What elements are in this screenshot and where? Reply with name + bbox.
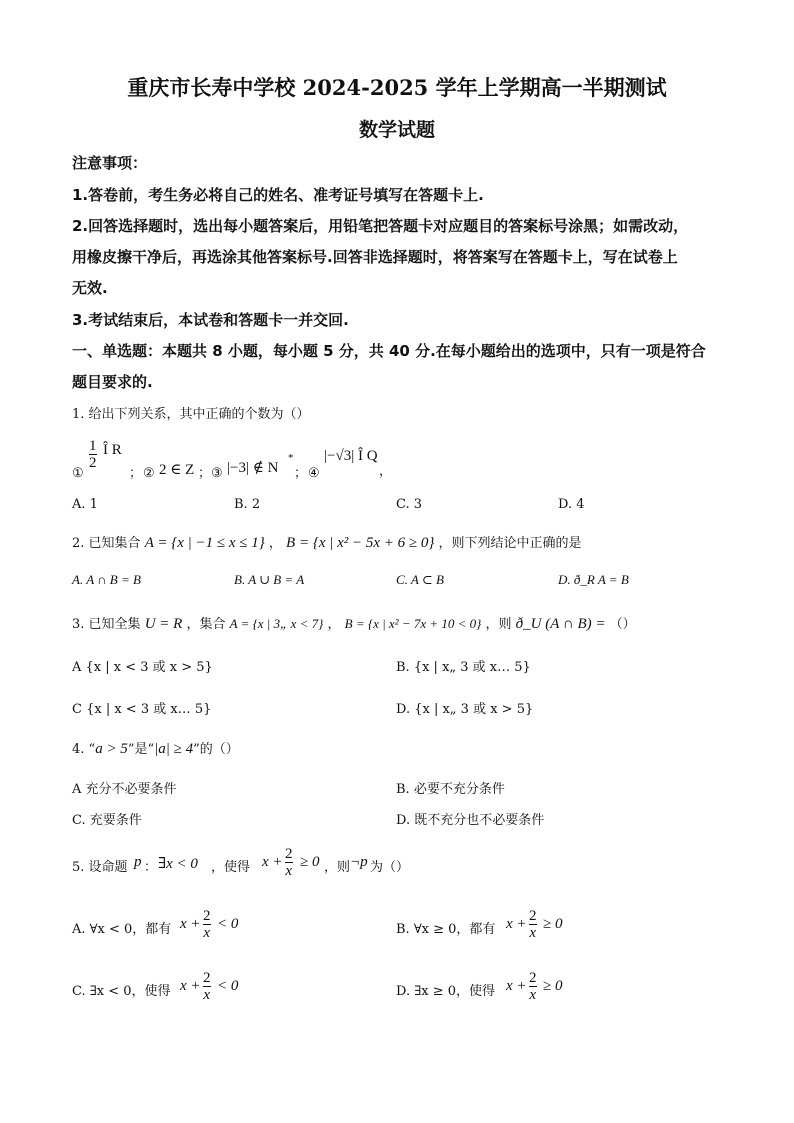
- fraction-one-half: [89, 438, 97, 471]
- set-a-definition: A = {x | 3„ x < 7}: [229, 616, 324, 631]
- question-4-option-c[interactable]: C. 充要条件: [72, 813, 142, 828]
- fraction-denominator: x: [203, 925, 211, 941]
- notice-item-2-line-2: 用橡皮擦干净后，再选涂其他答案标号.回答非选择题时，将答案写在答题卡上，写在试卷上: [72, 248, 678, 266]
- question-3-option-d[interactable]: D. {x | x„ 3 或 x > 5}: [396, 702, 534, 717]
- question-2-stem: [72, 532, 582, 552]
- separator: ；: [294, 466, 308, 481]
- circled-1: ①: [72, 466, 84, 481]
- superscript-star: *: [288, 452, 294, 464]
- fraction-numerator: 2: [529, 908, 537, 924]
- set-b-definition: B = {x | x² − 7x + 10 < 0}: [344, 616, 482, 631]
- stem-text: ”是“: [127, 742, 155, 757]
- question-1-option-c[interactable]: C. 3: [396, 497, 423, 512]
- question-3-option-a[interactable]: A {x | x < 3 或 x > 5}: [72, 660, 213, 675]
- negation-p: ¬p: [350, 854, 368, 870]
- stem-text: 3. 已知全集: [72, 617, 141, 632]
- relation-2: 2 ∈ Z: [159, 462, 195, 478]
- expression: x +: [506, 916, 527, 932]
- fraction-numerator: 1: [89, 438, 97, 454]
- fraction-denominator: 2: [89, 455, 97, 471]
- relation-3: |−3| ∉ N: [227, 460, 279, 476]
- fraction-two-over-x: [529, 908, 537, 941]
- set-a-definition: A = {x | −1 ≤ x ≤ 1}: [144, 535, 265, 551]
- separator: ，: [268, 536, 282, 551]
- condition-2: |a| ≥ 4: [154, 741, 194, 757]
- relation: < 0: [217, 978, 239, 994]
- separator: ，: [327, 617, 341, 632]
- stem-text: ，使得: [211, 860, 251, 875]
- option-prefix: A. ∀x < 0，都有: [72, 922, 172, 937]
- question-5-option-b[interactable]: [396, 908, 696, 948]
- fraction-denominator: x: [529, 925, 537, 941]
- expression: x +: [180, 978, 201, 994]
- question-2-option-c[interactable]: C. A ⊂ B: [396, 572, 444, 587]
- question-4-option-a[interactable]: A 充分不必要条件: [72, 782, 177, 797]
- stem-text: （）: [609, 617, 636, 632]
- stem-text: ，则: [324, 860, 351, 875]
- question-1-stem: 1. 给出下列关系，其中正确的个数为（）: [72, 407, 310, 422]
- relation-4: |−√3| Î Q: [324, 448, 378, 464]
- question-3-stem: [72, 613, 636, 633]
- notice-item-2-line-3: 无效.: [72, 279, 108, 297]
- fraction-denominator: x: [529, 987, 537, 1003]
- question-4-option-b[interactable]: B. 必要不充分条件: [396, 782, 505, 797]
- question-2-option-a[interactable]: A. A ∩ B = B: [72, 572, 141, 587]
- notice-heading: 注意事项：: [72, 154, 148, 172]
- universal-set: U = R: [144, 616, 183, 632]
- question-1-option-a[interactable]: A. 1: [72, 497, 98, 512]
- question-3-option-b[interactable]: B. {x | x„ 3 或 x… 5}: [396, 660, 531, 675]
- stem-text: ：: [144, 860, 158, 875]
- stem-text: 2. 已知集合: [72, 536, 141, 551]
- relation-1: Î R: [103, 442, 122, 458]
- fraction-two-over-x: [285, 846, 293, 879]
- separator: ，: [379, 464, 393, 479]
- question-1-option-d[interactable]: D. 4: [558, 497, 585, 512]
- stem-text: 5. 设命题: [72, 860, 128, 875]
- relation: ≥ 0: [543, 916, 563, 932]
- expression: x +: [180, 916, 201, 932]
- fraction-two-over-x: [529, 970, 537, 1003]
- separator: ；: [129, 466, 143, 481]
- fraction-two-over-x: [203, 970, 211, 1003]
- question-5-option-a[interactable]: [72, 908, 372, 948]
- expression: x +: [262, 854, 283, 870]
- question-5-option-d[interactable]: [396, 970, 696, 1010]
- circled-2: ②: [143, 466, 155, 481]
- exam-subtitle: 数学试题: [358, 119, 435, 141]
- circled-4: ④: [308, 466, 320, 481]
- stem-text: 为（）: [370, 860, 410, 875]
- circled-3: ③: [211, 466, 223, 481]
- option-prefix: C. ∃x < 0，使得: [72, 984, 171, 999]
- complement-expression: ð_U (A ∩ B) =: [515, 616, 606, 632]
- question-3-option-c[interactable]: C {x | x < 3 或 x… 5}: [72, 702, 212, 717]
- section-heading-line-2: 题目要求的.: [72, 373, 153, 391]
- option-prefix: B. ∀x ≥ 0，都有: [396, 922, 496, 937]
- fraction-two-over-x: [203, 908, 211, 941]
- notice-item-3: 3.考试结束后，本试卷和答题卡一并交回.: [72, 311, 349, 329]
- section-heading-line-1: 一、单选题：本题共 8 小题，每小题 5 分，共 40 分.在每小题给出的选项中，只有一项是符合: [72, 342, 706, 360]
- notice-item-1: 1.答卷前，考生务必将自己的姓名、准考证号填写在答题卡上.: [72, 186, 484, 204]
- fraction-numerator: 2: [203, 908, 211, 924]
- fraction-denominator: x: [285, 863, 293, 879]
- fraction-numerator: 2: [203, 970, 211, 986]
- fraction-denominator: x: [203, 987, 211, 1003]
- exists-clause: ∃x < 0: [158, 856, 198, 872]
- relation: < 0: [217, 916, 239, 932]
- fraction-numerator: 2: [529, 970, 537, 986]
- option-prefix: D. ∃x ≥ 0，使得: [396, 984, 496, 999]
- question-2-option-d[interactable]: D. ð_R A = B: [558, 572, 629, 587]
- condition-1: a > 5: [95, 741, 128, 757]
- question-4-option-d[interactable]: D. 既不充分也不必要条件: [396, 813, 545, 828]
- question-5-option-c[interactable]: [72, 970, 372, 1010]
- relation: ≥ 0: [300, 854, 320, 870]
- set-b-definition: B = {x | x² − 5x + 6 ≥ 0}: [286, 535, 435, 551]
- exam-title: 重庆市长寿中学校 2024-2025 学年上学期高一半期测试: [127, 75, 667, 100]
- relation: ≥ 0: [543, 978, 563, 994]
- question-4-stem: [72, 738, 239, 758]
- stem-text: ，集合: [186, 617, 226, 632]
- separator: ；: [198, 466, 212, 481]
- notice-item-2-line-1: 2.回答选择题时，选出每小题答案后，用铅笔把答题卡对应题目的答案标号涂黑；如需改动，: [72, 217, 689, 235]
- stem-text: ，则: [485, 617, 512, 632]
- question-1-option-b[interactable]: B. 2: [234, 497, 261, 512]
- stem-text: 4. “: [72, 742, 96, 757]
- proposition-p: p: [134, 854, 142, 870]
- expression: x +: [506, 978, 527, 994]
- question-2-option-b[interactable]: B. A ∪ B = A: [234, 572, 305, 587]
- stem-text: ”的（）: [193, 742, 239, 757]
- stem-text: ，则下列结论中正确的是: [438, 536, 582, 551]
- fraction-numerator: 2: [285, 846, 293, 862]
